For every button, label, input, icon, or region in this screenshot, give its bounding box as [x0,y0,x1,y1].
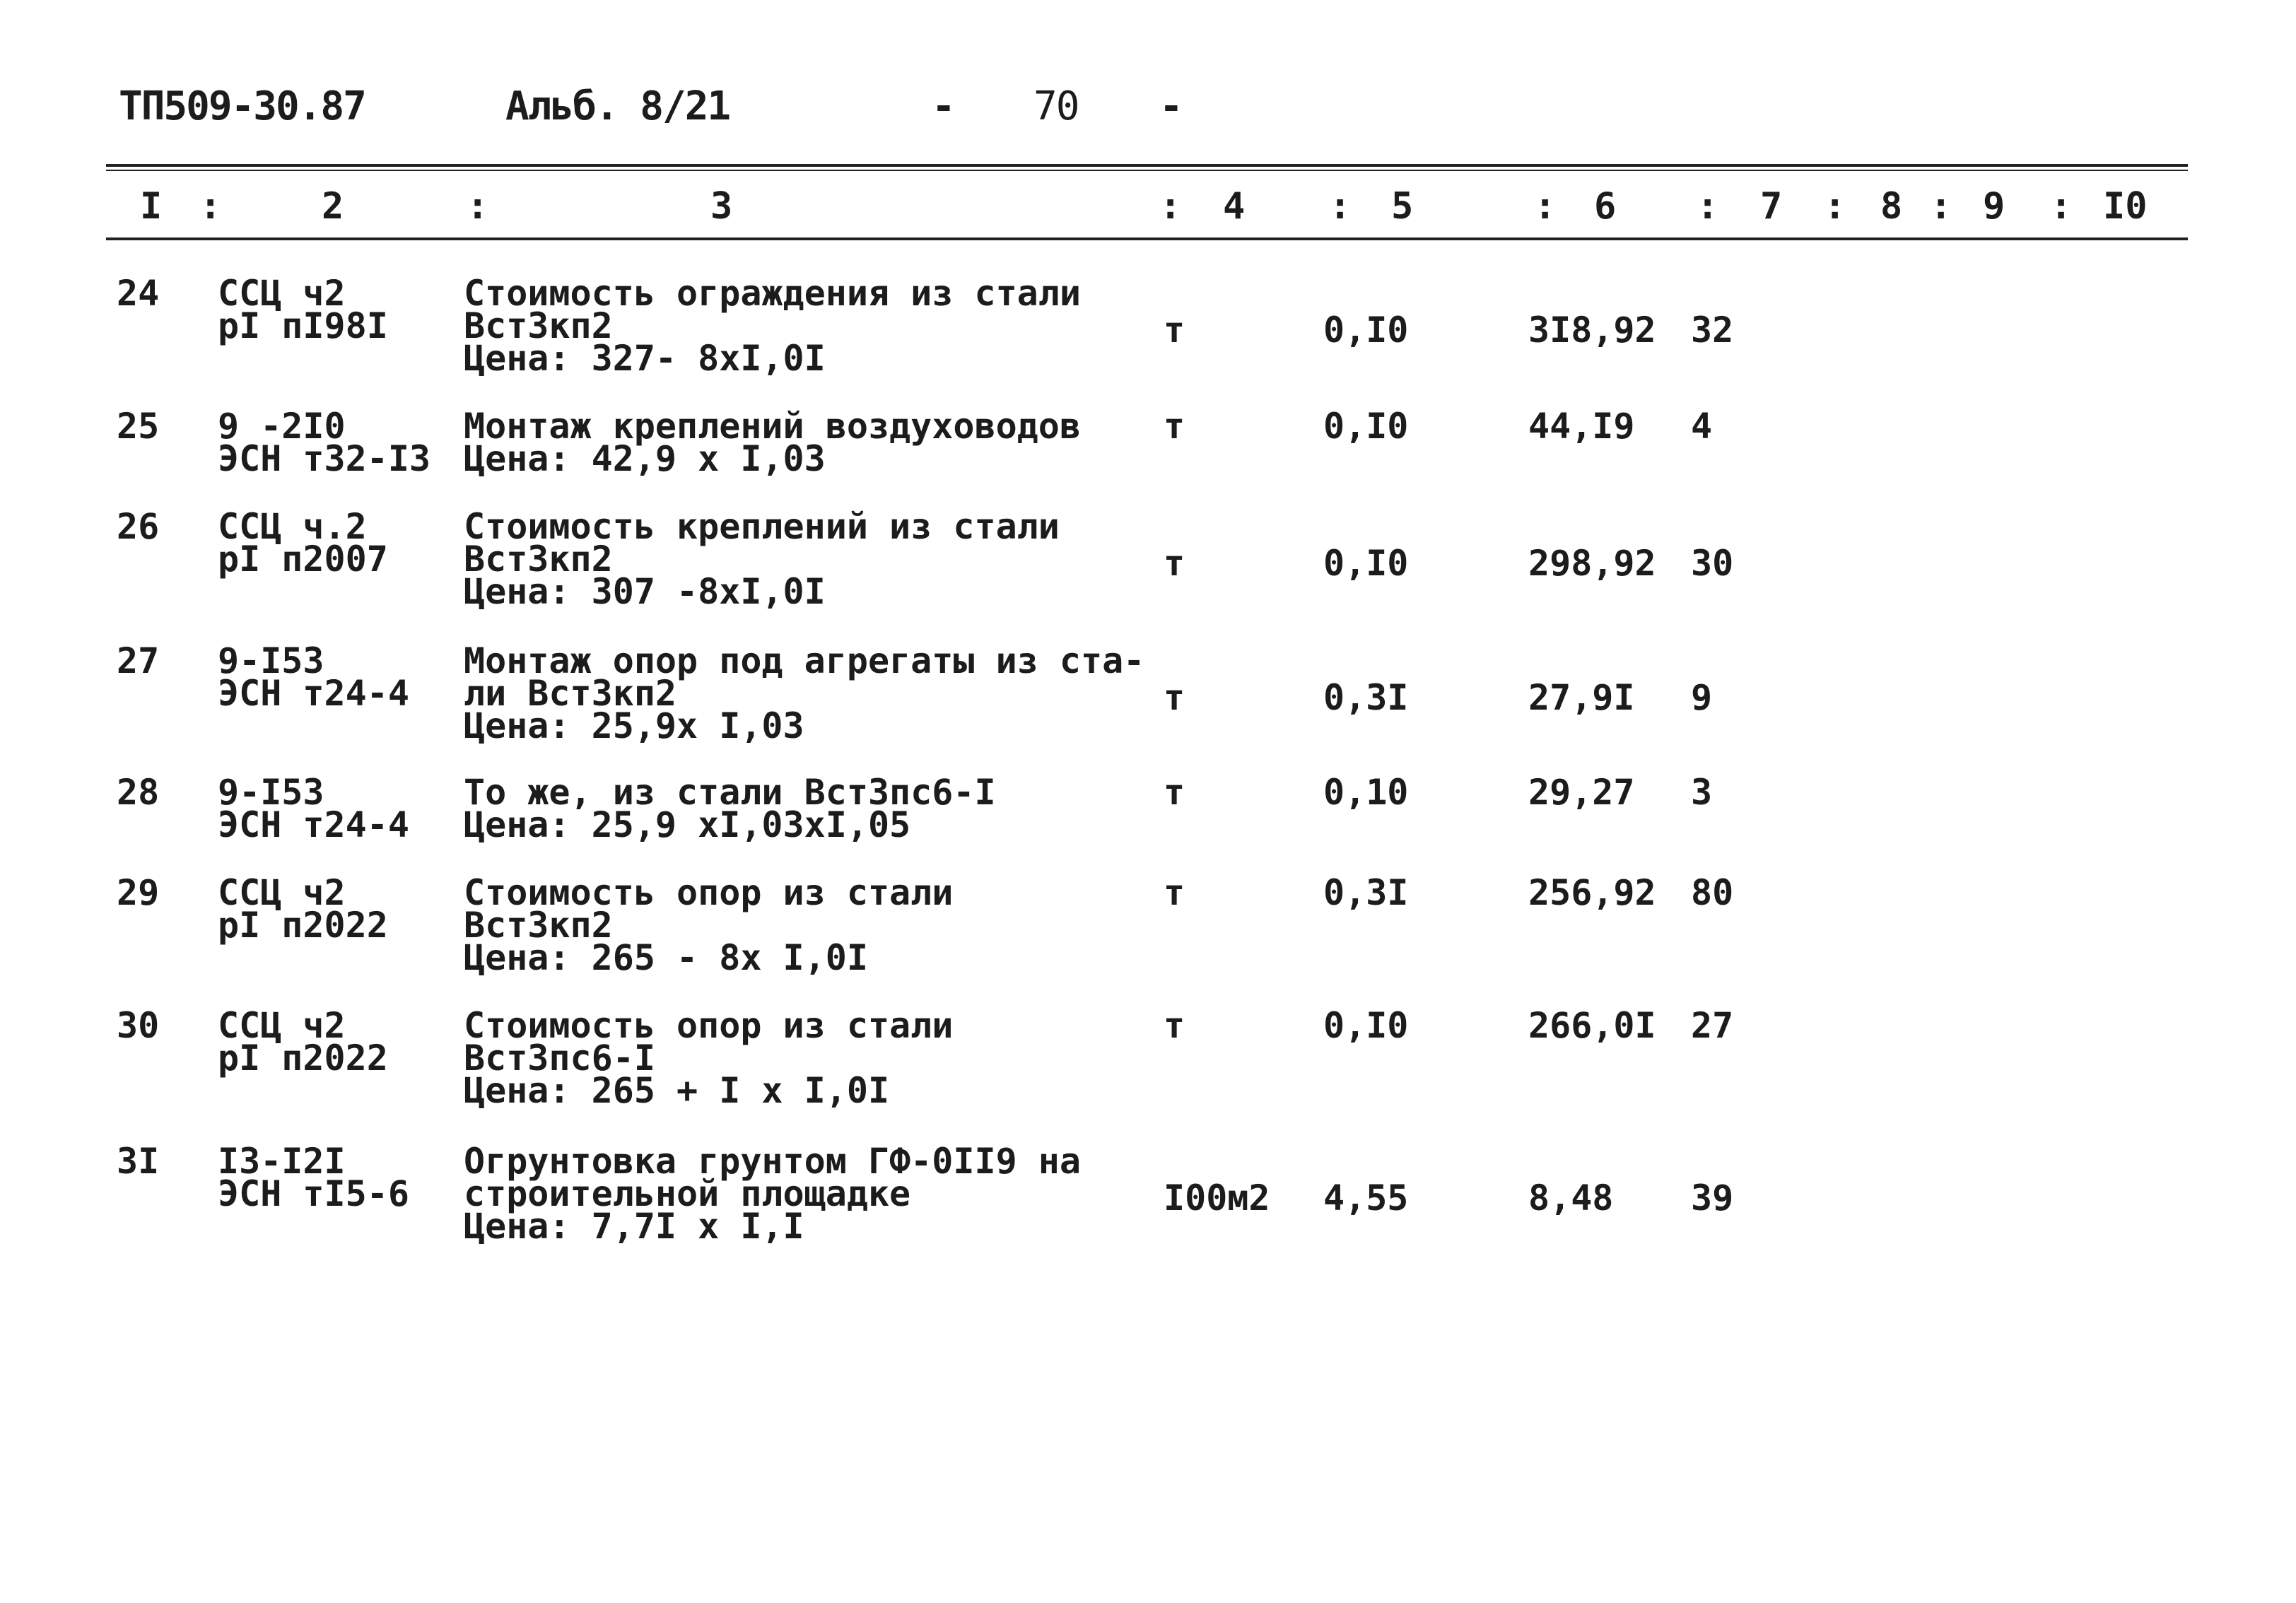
row-description: Огрунтовка грунтом ГФ-0II9 на строительной площадке Цена: 7,7I х I,I [464,1141,1081,1247]
table-header-rule [106,237,2188,240]
column-header-2: 2 [322,185,344,228]
row-unit: I00м2 [1164,1178,1270,1219]
page-dash-right: - [1159,83,1182,129]
column-header-6: 6 [1594,185,1617,228]
row-total: 4 [1691,406,1713,447]
row-quantity: 0,I0 [1323,543,1409,584]
row-code: 9-I53 ЭСН т24-4 [218,772,409,845]
column-separator: : [1159,185,1182,228]
row-code: 9-I53 ЭСН т24-4 [218,640,409,714]
row-price: 8,48 [1528,1178,1614,1219]
row-price: 256,92 [1528,872,1656,913]
column-header-7: 7 [1760,185,1783,228]
column-header-1: I [140,185,163,228]
row-quantity: 0,10 [1323,772,1409,813]
row-total: 3 [1691,772,1713,813]
row-number: 27 [117,640,160,681]
row-price: 44,I9 [1528,406,1635,447]
row-price: 3I8,92 [1528,310,1656,351]
column-header-5: 5 [1391,185,1414,228]
document-code [119,83,365,129]
row-unit: т [1164,406,1185,447]
column-header-3: 3 [710,185,733,228]
column-separator: : [1824,185,1846,228]
row-number: 25 [117,406,160,447]
row-code: 9 -2I0 ЭСН т32-I3 [218,406,431,479]
row-total: 27 [1691,1005,1734,1046]
row-price: 27,9I [1528,677,1635,718]
column-separator: : [1697,185,1719,228]
row-description: Стоимость ограждения из стали ВстЗкп2 Цена: 327- 8хI,0I [464,273,1081,379]
row-quantity: 0,I0 [1323,310,1409,351]
row-unit: т [1164,310,1185,351]
row-unit: т [1164,543,1185,584]
row-quantity: 4,55 [1323,1178,1409,1219]
row-number: 29 [117,872,160,913]
row-total: 39 [1691,1178,1734,1219]
column-header-10: I0 [2103,185,2148,228]
row-total: 80 [1691,872,1734,913]
row-quantity: 0,I0 [1323,406,1409,447]
column-separator: : [199,185,222,228]
row-number: 30 [117,1005,160,1046]
row-code: ССЦ ч2 рI п2022 [218,872,388,946]
row-unit: т [1164,872,1185,913]
row-description: Стоимость опор из стали ВстЗкп2 Цена: 265 - 8х I,0I [464,872,954,978]
row-price: 29,27 [1528,772,1635,813]
row-description: Стоимость креплений из стали ВстЗкп2 Цена: 307 -8хI,0I [464,506,1060,612]
album-label [505,83,730,129]
row-unit: т [1164,772,1185,813]
table-top-rule-thin [106,170,2188,171]
row-quantity: 0,I0 [1323,1005,1409,1046]
row-quantity: 0,3I [1323,872,1409,913]
row-unit: т [1164,1005,1185,1046]
row-number: 26 [117,506,160,547]
row-price: 298,92 [1528,543,1656,584]
row-description: Монтаж креплений воздуховодов Цена: 42,9 х I,03 [464,406,1081,479]
row-total: 30 [1691,543,1734,584]
row-description: Стоимость опор из стали ВстЗпс6-I Цена: 265 + I х I,0I [464,1005,954,1111]
row-price: 266,0I [1528,1005,1656,1046]
row-number: 3I [117,1141,160,1182]
column-header-8: 8 [1880,185,1903,228]
row-code: I3-I2I ЭСН тI5-6 [218,1141,409,1214]
row-code: ССЦ ч.2 рI п2007 [218,506,388,580]
row-total: 9 [1691,677,1713,718]
row-unit: т [1164,677,1185,718]
column-header-4: 4 [1223,185,1246,228]
row-number: 24 [117,273,160,314]
row-code: ССЦ ч2 рI пI98I [218,273,388,346]
column-separator: : [1534,185,1557,228]
page-dash-left: - [932,83,954,129]
column-header-9: 9 [1983,185,2005,228]
document-code-text: ТП509-30.87 [119,83,365,129]
row-quantity: 0,3I [1323,677,1409,718]
column-separator: : [1329,185,1352,228]
row-description: То же, из стали ВстЗпс6-I Цена: 25,9 хI,03хI,05 [464,772,996,845]
row-code: ССЦ ч2 рI п2022 [218,1005,388,1079]
column-separator: : [1930,185,1952,228]
table-top-rule [106,164,2188,167]
column-separator: : [2050,185,2073,228]
row-description: Монтаж опор под агрегаты из ста- ли ВстЗкп2 Цена: 25,9х I,03 [464,640,1145,746]
row-number: 28 [117,772,160,813]
column-separator: : [467,185,489,228]
page-number: 70 [1033,83,1079,129]
album-text: Альб. 8/21 [505,83,730,129]
row-total: 32 [1691,310,1734,351]
